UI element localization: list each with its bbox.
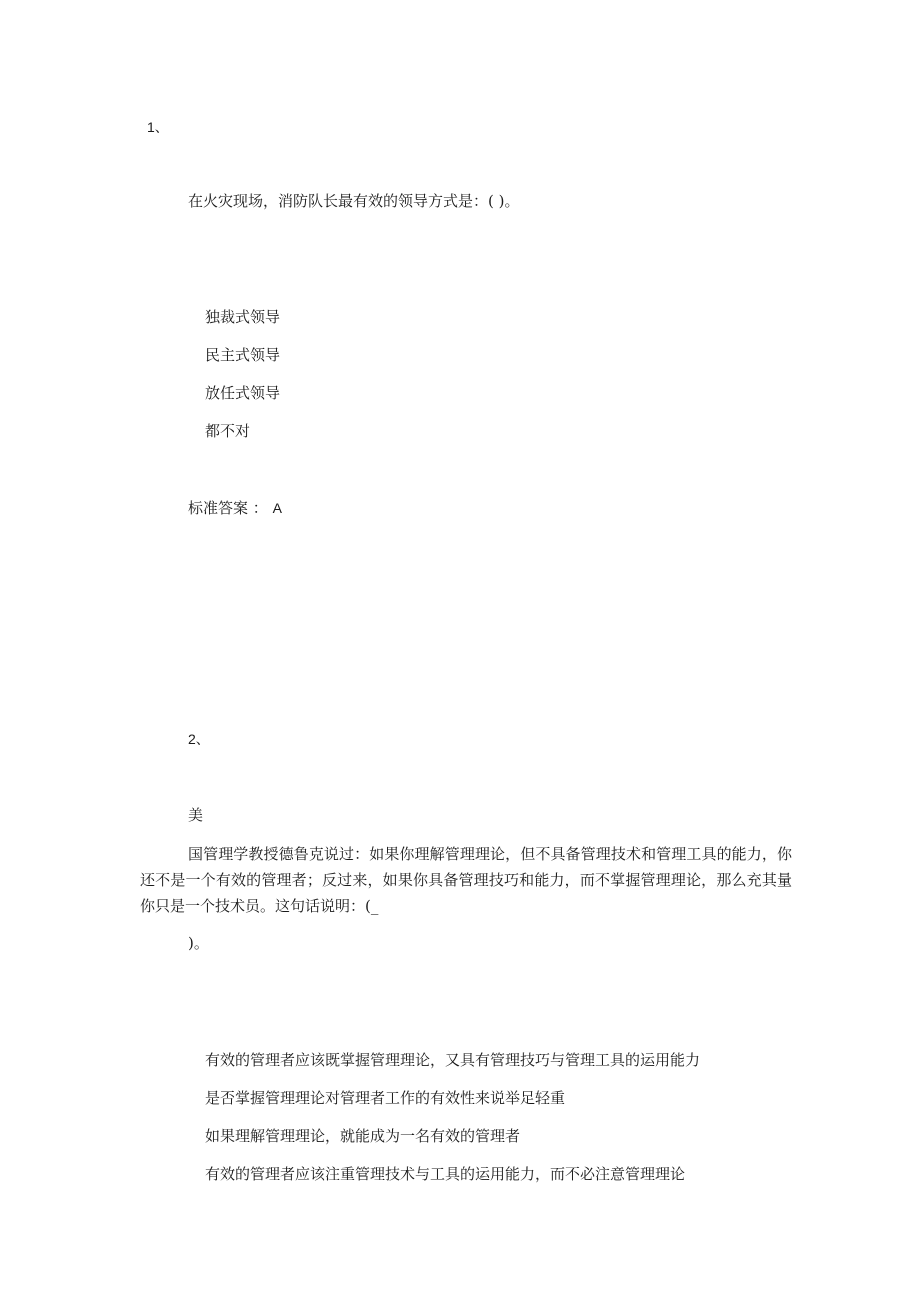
question-number: 2、 bbox=[188, 731, 210, 747]
question-stem-body: 国管理学教授德鲁克说过：如果你理解管理理论，但不具备管理技术和管理工具的能力，你还不是一个有效的管理者；反过来，如果你具备管理技巧和能力，而不掌握管理理论，那么充其量你只是一个技术员。这句话说明：(_ bbox=[140, 845, 792, 915]
answer-label: 标准答案 ： bbox=[188, 499, 268, 517]
option-item: 是否掌握管理理论对管理者工作的有效性来说举足轻重 bbox=[205, 1089, 566, 1107]
option-item: 独裁式领导 bbox=[205, 308, 281, 326]
option-item: 放任式领导 bbox=[205, 384, 281, 402]
option-item: 民主式领导 bbox=[205, 346, 281, 364]
question-stem-tail: )。 bbox=[188, 934, 209, 952]
question-stem: 在火灾现场，消防队长最有效的领导方式是：( )。 bbox=[188, 192, 520, 210]
question-stem-first: 美 bbox=[188, 806, 204, 824]
answer-value: A bbox=[272, 500, 282, 516]
question-number: 1、 bbox=[147, 119, 169, 135]
option-item: 如果理解管理理论，就能成为一名有效的管理者 bbox=[205, 1127, 521, 1145]
option-item: 有效的管理者应该既掌握管理理论，又具有管理技巧与管理工具的运用能力 bbox=[205, 1051, 701, 1069]
answer-line bbox=[188, 498, 282, 518]
option-item: 有效的管理者应该注重管理技术与工具的运用能力，而不必注意管理理论 bbox=[205, 1165, 686, 1183]
option-item: 都不对 bbox=[205, 422, 251, 440]
